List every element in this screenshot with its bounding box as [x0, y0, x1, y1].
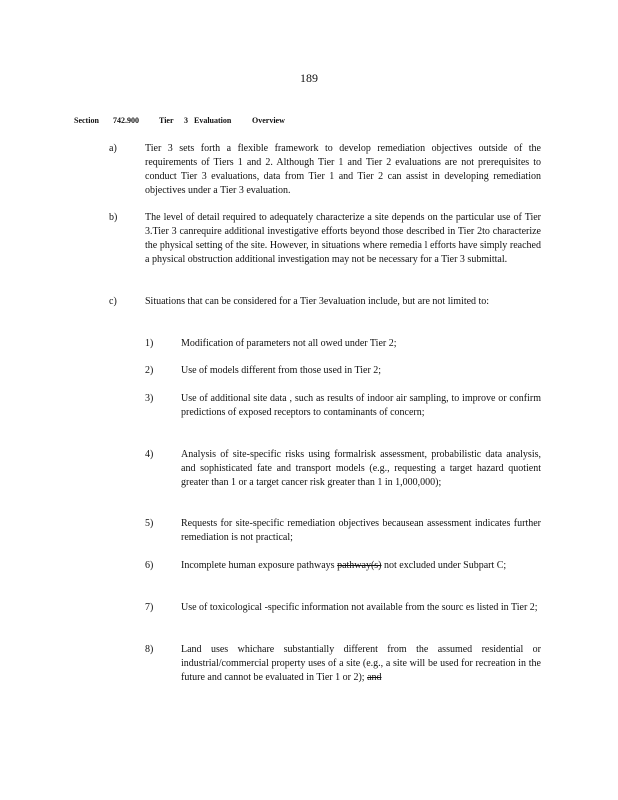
heading-tier: Tier	[159, 116, 174, 125]
text-before-strike: Incomplete human exposure pathways	[181, 560, 338, 571]
subitem-label: 1)	[145, 338, 154, 349]
subitem-label: 8)	[145, 644, 154, 655]
page-number: 189	[300, 71, 318, 85]
struck-text: pathway(s)	[337, 560, 382, 571]
subitem-label: 2)	[145, 365, 154, 376]
heading-three: 3	[184, 116, 188, 125]
subitem-text: Requests for site-specific remediation objectives becausean assessment indicates further remediation is not practical;	[181, 518, 541, 543]
subitem-label: 6)	[145, 560, 154, 571]
subitem-label: 4)	[145, 449, 154, 460]
subitem-label: 3)	[145, 393, 154, 404]
item-text: The level of detail required to adequately characterize a site depends on the particular use of Tier 3.Tier 3 canrequire additional investigative efforts beyond those described in Tier 2to characterize the physical setting of the site. However, in situations where remedia l efforts have simply reached a physical obstruction additional investigation may not be necessary for a Tier 3 submittal.	[145, 212, 541, 265]
item-text: Situations that can be considered for a Tier 3evaluation include, but are not limited to:	[145, 296, 490, 307]
item-text: Tier 3 sets forth a flexible framework to develop remediation objectives outside of the requirements of Tiers 1 and 2. Although Tier 1 and Tier 2 evaluations are not prerequisites to conduct Tier 3 evaluations, data from Tier 1 and Tier 2 can assist in developing remediation objectives under a Tier 3 evaluation.	[145, 143, 541, 196]
struck-text: and	[367, 672, 382, 683]
subitem-label: 7)	[145, 602, 154, 613]
subitem-text	[181, 559, 541, 573]
section-number: 742.900	[113, 116, 139, 125]
text-after-strike: not excluded under Subpart C;	[381, 560, 507, 571]
subitem-text	[181, 643, 541, 685]
item-label: b)	[109, 212, 118, 223]
subitem-text: Modification of parameters not all owed under Tier 2;	[181, 338, 397, 349]
subitem-text: Use of toxicological -specific information not available from the sourc es listed in Tier 2;	[181, 602, 538, 613]
subitem-text: Analysis of site-specific risks using formalrisk assessment, probabilistic data analysis, and sophisticated fate and transport models (e.g., requesting a target hazard quotient greater than 1 or a target cancer risk greater than 1 in 1,000,000);	[181, 449, 541, 488]
subitem-text: Use of models different from those used in Tier 2;	[181, 365, 382, 376]
section-label: Section	[74, 116, 99, 125]
item-label: a)	[109, 143, 117, 154]
subitem-body: Land uses whichare substantially different from the assumed residential or industrial/commercial property uses of a site (e.g., a site will be used for recreation in the future and cannot be evaluated in Tier 1 or 2);	[181, 644, 541, 683]
item-label: c)	[109, 296, 117, 307]
heading-evaluation: Evaluation	[194, 116, 232, 125]
subitem-text: Use of additional site data , such as results of indoor air sampling, to improve or confirm predictions of exposed receptors to contaminants of concern;	[181, 393, 541, 418]
subitem-label: 5)	[145, 518, 154, 529]
heading-overview: Overview	[252, 116, 285, 125]
